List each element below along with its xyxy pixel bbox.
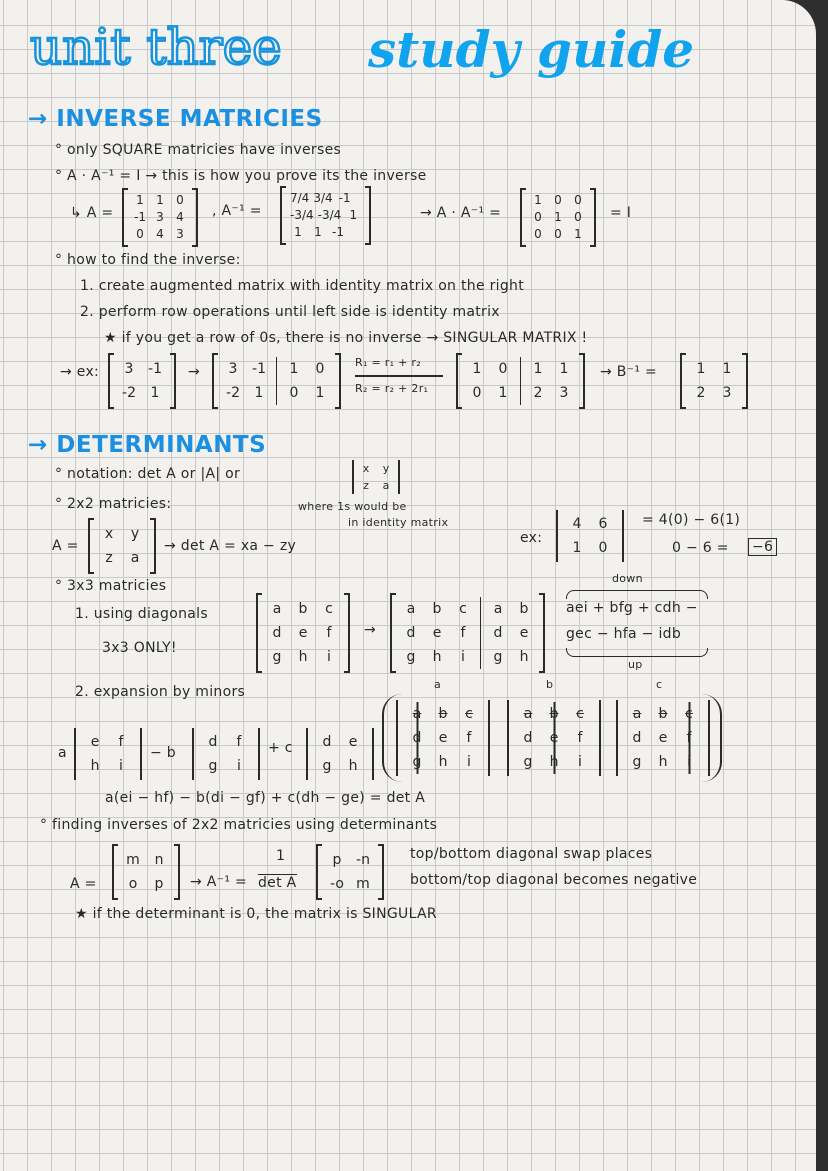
matrix-cell: 0 xyxy=(136,227,144,241)
example-a-label: ↳ A = xyxy=(70,205,114,221)
matrix-cell: d xyxy=(523,730,533,746)
matrix-cell: c xyxy=(459,601,467,617)
matrix-cell: 1 xyxy=(136,193,144,207)
matrix-row xyxy=(120,872,172,896)
matrix-cell: f xyxy=(326,625,332,641)
matrix-cell: 3 xyxy=(228,361,238,377)
example-label: → ex: xyxy=(60,364,100,380)
matrix-cell: c xyxy=(325,601,333,617)
matrix-cell: d xyxy=(272,625,282,641)
matrix-row xyxy=(624,750,702,774)
matrix-cell: 1 xyxy=(498,385,508,401)
det-example-result: −6 xyxy=(748,538,777,556)
matrix-cell: c xyxy=(676,702,702,726)
matrix-row xyxy=(515,750,593,774)
matrix-xyza xyxy=(88,520,156,572)
row-op-arrow xyxy=(355,375,443,377)
matrix-cell: 1 xyxy=(696,361,706,377)
matrix-cell: d xyxy=(404,726,430,750)
row-op-2: R₂ = r₂ + 2r₁ xyxy=(355,382,429,395)
matrix-cell: i xyxy=(676,750,702,774)
matrix-cell: 1 xyxy=(559,361,569,377)
matrix-cell: z xyxy=(105,550,113,566)
minor-label-c: c xyxy=(656,678,663,691)
matrix-cell: -1 xyxy=(332,225,344,239)
matrix-cell: 3/4 xyxy=(313,191,333,205)
matrix-row xyxy=(314,730,366,754)
matrix-cell: h xyxy=(541,750,567,774)
det-example-label: ex: xyxy=(520,530,543,546)
matrix-cell: e xyxy=(519,625,529,641)
matrix-cell: f xyxy=(460,625,466,641)
matrix-b-inverse xyxy=(680,355,748,407)
augmented-matrix-2 xyxy=(456,355,585,407)
title-study-guide: study guide xyxy=(368,20,695,79)
matrix-cell: 1 xyxy=(156,193,164,207)
matrix-cell: a xyxy=(130,550,140,566)
matrix-row xyxy=(200,754,252,778)
product-label: → A · A⁻¹ = xyxy=(420,205,502,221)
matrix-cell: a xyxy=(272,601,282,617)
matrix-cell: m xyxy=(356,876,370,892)
matrix-row xyxy=(264,645,342,669)
singular-determinant-note: ★ if the determinant is 0, the matrix is SINGULAR xyxy=(75,906,437,922)
matrix-cell: d xyxy=(632,730,642,746)
minors-step: 2. expansion by minors xyxy=(75,684,246,700)
expansion-formula: a(ei − hf) − b(di − gf) + c(dh − ge) = det A xyxy=(105,790,426,806)
matrix-row xyxy=(220,381,333,405)
matrix-cell: 1 xyxy=(534,193,542,207)
matrix-cell: 1 xyxy=(572,540,582,556)
matrix-cell: 3 xyxy=(156,210,164,224)
matrix-row xyxy=(404,750,482,774)
heading-inverse-matrices: → INVERSE MATRICIES xyxy=(28,106,323,132)
matrix-cell: y xyxy=(130,526,140,542)
inv-formula: → A⁻¹ = xyxy=(190,874,248,890)
matrix-row xyxy=(564,512,616,536)
matrix-cell: p xyxy=(332,852,342,868)
heading-determinants: → DETERMINANTS xyxy=(28,432,267,458)
matrix-mnop xyxy=(112,846,180,898)
matrix-row xyxy=(324,872,376,896)
matrix-cell: -2 xyxy=(226,385,240,401)
title-unit-three: unit three xyxy=(30,18,282,76)
matrix-row xyxy=(116,357,168,381)
matrix-cell: i xyxy=(461,649,465,665)
rule-negative: bottom/top diagonal becomes negative xyxy=(410,872,698,888)
matrix-cell: i xyxy=(327,649,331,665)
matrix-cell: b xyxy=(298,601,308,617)
up-terms: gec − hfa − idb xyxy=(566,626,682,642)
fraction-denominator: det A xyxy=(258,875,297,891)
matrix-cell: 0 xyxy=(315,361,325,377)
three-only-note: 3x3 ONLY! xyxy=(102,640,177,656)
matrix-cell: g xyxy=(406,649,416,665)
matrix-cell: -3/4 xyxy=(317,208,342,222)
matrix-row xyxy=(200,730,252,754)
rule-swap: top/bottom diagonal swap places xyxy=(410,846,653,862)
matrix-row xyxy=(82,730,134,754)
matrix-cell: e xyxy=(541,726,567,750)
matrix-cell: 7/4 xyxy=(290,191,310,205)
matrix-cell: f xyxy=(466,730,472,746)
row-op-1: R₁ = r₁ + r₂ xyxy=(355,356,421,369)
matrix-cell: o xyxy=(128,876,138,892)
matrix-cell: 0 xyxy=(574,193,582,207)
inv-a-label: A = xyxy=(70,876,97,892)
matrix-cell: d xyxy=(208,734,218,750)
matrix-cell: e xyxy=(658,730,668,746)
matrix-cell: 1 xyxy=(554,210,562,224)
op-plus-c: + c xyxy=(268,740,293,756)
matrix-cell: -n xyxy=(356,852,370,868)
matrix-row xyxy=(288,224,363,241)
matrix-row xyxy=(688,381,740,405)
matrix-row xyxy=(264,621,342,645)
matrix-row xyxy=(356,477,396,494)
augmented-matrix-1 xyxy=(212,355,341,407)
matrix-row xyxy=(116,381,168,405)
singular-note: ★ if you get a row of 0s, there is no inverse → SINGULAR MATRIX ! xyxy=(104,330,588,346)
matrix-cell: m xyxy=(126,852,140,868)
matrix-cell: g xyxy=(523,754,533,770)
minor-label-b: b xyxy=(546,678,554,691)
matrix-cell: h xyxy=(438,754,448,770)
matrix-cell: -1 xyxy=(134,210,146,224)
matrix-cell: 1 xyxy=(472,361,482,377)
notation-det-matrix xyxy=(352,460,400,494)
inverse-by-det-bullet: ° finding inverses of 2x2 matricies using determinants xyxy=(40,817,438,833)
matrix-cell: h xyxy=(519,649,529,665)
matrix-row xyxy=(356,460,396,477)
diagonals-step: 1. using diagonals xyxy=(75,606,208,622)
step-2: 2. perform row operations until left side is identity matrix xyxy=(80,304,500,320)
matrix-cell: g xyxy=(208,758,218,774)
matrix-cell: g xyxy=(404,750,430,774)
matrix-cell: a xyxy=(382,479,390,492)
matrix-cell: e xyxy=(90,734,100,750)
matrix-row xyxy=(688,357,740,381)
matrix-cell: 0 xyxy=(498,361,508,377)
matrix-row xyxy=(528,209,588,226)
matrix-cell: n xyxy=(154,852,164,868)
matrix-cell: 0 xyxy=(574,210,582,224)
matrix-row xyxy=(404,726,482,750)
a-label: A = xyxy=(52,538,79,554)
matrix-cell: a xyxy=(404,702,430,726)
matrix-cell: h xyxy=(658,754,668,770)
a-inverse-label: , A⁻¹ = xyxy=(212,203,262,219)
extended-matrix xyxy=(390,595,545,671)
matrix-row xyxy=(288,190,363,207)
matrix-cell: 3 xyxy=(124,361,134,377)
matrix-cell: b xyxy=(658,706,668,722)
matrix-cell: 1 xyxy=(150,385,160,401)
matrix-cell: b xyxy=(432,601,442,617)
matrix-row xyxy=(220,357,333,381)
matrix-cell: 1 xyxy=(315,385,325,401)
bullet-how-to-find: ° how to find the inverse: xyxy=(55,252,241,268)
struck-matrix-a xyxy=(396,700,490,776)
matrix-cell: b xyxy=(438,706,448,722)
matrix-cell: g xyxy=(272,649,282,665)
matrix-row xyxy=(288,207,363,224)
minor-a xyxy=(74,728,142,780)
matrix-cell: g xyxy=(322,758,332,774)
minor-label-a: a xyxy=(434,678,442,691)
matrix-cell: 4 xyxy=(156,227,164,241)
equals-identity: = I xyxy=(610,205,632,221)
arrow: → xyxy=(188,364,201,380)
down-brace xyxy=(566,590,708,599)
matrix-cell: 3 xyxy=(559,385,569,401)
matrix-cell: 0 xyxy=(534,227,542,241)
matrix-cell: 1 xyxy=(254,385,264,401)
matrix-row xyxy=(96,522,148,546)
matrix-cell: e xyxy=(432,625,442,641)
matrix-cell: -1 xyxy=(252,361,266,377)
matrix-cell: i xyxy=(578,754,582,770)
matrix-row xyxy=(564,536,616,560)
matrix-cell: -o xyxy=(330,876,344,892)
b-inverse-label: → B⁻¹ = xyxy=(600,364,658,380)
matrix-row xyxy=(528,226,588,243)
bullet-prove-inverse: ° A · A⁻¹ = I → this is how you prove its the inverse xyxy=(55,168,427,184)
matrix-cell: i xyxy=(467,754,471,770)
coef-a: a xyxy=(58,745,67,761)
matrix-row xyxy=(464,381,577,405)
struck-matrix-c xyxy=(616,700,710,776)
matrix-row xyxy=(398,597,537,621)
matrix-row xyxy=(96,546,148,570)
matrix-cell: a xyxy=(632,706,642,722)
arrow-diagonals: → xyxy=(364,622,377,638)
matrix-cell: 3 xyxy=(176,227,184,241)
matrix-cell: 0 xyxy=(176,193,184,207)
matrix-cell: b xyxy=(519,601,529,617)
bullet-square-only: ° only SQUARE matricies have inverses xyxy=(55,142,342,158)
matrix-cell: e xyxy=(438,730,448,746)
matrix-cell: f xyxy=(676,726,702,750)
matrix-cell: 1 xyxy=(574,227,582,241)
matrix-cell: 0 xyxy=(598,540,608,556)
matrix-cell: 2 xyxy=(696,385,706,401)
matrix-cell: 1 xyxy=(520,357,551,381)
matrix-cell: g xyxy=(480,645,511,669)
matrix-row xyxy=(130,209,190,226)
matrix-cell: d xyxy=(322,734,332,750)
matrix-row xyxy=(624,702,702,726)
matrix-cell: 4 xyxy=(572,516,582,532)
matrix-cell: a xyxy=(406,601,416,617)
det-example-calc: = 4(0) − 6(1) xyxy=(642,512,741,528)
matrix-row xyxy=(398,645,537,669)
matrix-cell: 0 xyxy=(276,381,307,405)
matrix-cell: 0 xyxy=(472,385,482,401)
fraction-numerator: 1 xyxy=(276,848,286,864)
matrix-a xyxy=(122,190,198,245)
notation-line: ° notation: det A or |A| or xyxy=(55,466,241,482)
matrix-cell: y xyxy=(382,462,390,475)
matrix-abc xyxy=(256,595,350,671)
det-formula: → det A = xa − zy xyxy=(164,538,297,554)
matrix-cell: b xyxy=(541,702,567,726)
struck-matrix-b xyxy=(507,700,601,776)
matrix-row xyxy=(464,357,577,381)
det-example-matrix xyxy=(556,510,624,562)
three-by-three-label: ° 3x3 matricies xyxy=(55,578,167,594)
matrix-cell: f xyxy=(236,734,242,750)
matrix-cell: h xyxy=(90,758,100,774)
matrix-cell: c xyxy=(576,706,584,722)
matrix-cell: -3/4 xyxy=(290,208,314,222)
matrix-cell: d xyxy=(406,625,416,641)
matrix-row xyxy=(120,848,172,872)
matrix-cell: 3 xyxy=(722,385,732,401)
matrix-cell: e xyxy=(298,625,308,641)
matrix-cell: 0 xyxy=(554,227,562,241)
matrix-cell: e xyxy=(348,734,358,750)
matrix-cell: -1 xyxy=(148,361,162,377)
matrix-cell: c xyxy=(465,706,473,722)
up-label: up xyxy=(628,658,643,671)
matrix-cell: p xyxy=(154,876,164,892)
matrix-cell: h xyxy=(348,758,358,774)
matrix-cell: a xyxy=(480,597,511,621)
matrix-row xyxy=(624,726,702,750)
op-minus-b: − b xyxy=(150,745,176,761)
matrix-cell: 1 xyxy=(314,225,322,239)
matrix-cell: -1 xyxy=(338,191,351,205)
matrix-cell: x xyxy=(362,462,370,475)
down-terms: aei + bfg + cdh − xyxy=(566,600,698,616)
annotation-identity: in identity matrix xyxy=(348,516,449,529)
minor-c xyxy=(306,728,374,780)
matrix-row xyxy=(324,848,376,872)
matrix-row xyxy=(130,192,190,209)
matrix-cell: h xyxy=(298,649,308,665)
matrix-cell: z xyxy=(363,479,369,492)
matrix-cell: -2 xyxy=(122,385,136,401)
matrix-cell: f xyxy=(118,734,124,750)
matrix-cell: x xyxy=(104,526,114,542)
matrix-cell: 0 xyxy=(554,193,562,207)
minor-b xyxy=(192,728,260,780)
matrix-cell: 1 xyxy=(722,361,732,377)
matrix-row xyxy=(404,702,482,726)
matrix-row xyxy=(515,726,593,750)
matrix-cell: 1 xyxy=(349,208,358,222)
matrix-cell: d xyxy=(480,621,511,645)
matrix-row xyxy=(528,192,588,209)
matrix-row xyxy=(314,754,366,778)
matrix-cell: 6 xyxy=(598,516,608,532)
matrix-cell: i xyxy=(237,758,241,774)
matrix-cell: 0 xyxy=(534,210,542,224)
matrix-row xyxy=(515,702,593,726)
matrix-row xyxy=(82,754,134,778)
up-brace xyxy=(566,648,708,657)
down-label: down xyxy=(612,572,643,585)
step-1: 1. create augmented matrix with identity matrix on the right xyxy=(80,278,525,294)
matrix-adjugate xyxy=(316,846,384,898)
example-matrix-b xyxy=(108,355,176,407)
matrix-cell: 4 xyxy=(176,210,184,224)
matrix-cell: i xyxy=(119,758,123,774)
identity-matrix xyxy=(520,190,596,245)
det-example-calc2: 0 − 6 = xyxy=(672,540,729,556)
matrix-row xyxy=(264,597,342,621)
matrix-row xyxy=(398,621,537,645)
matrix-cell: f xyxy=(577,730,583,746)
matrix-a-inverse xyxy=(280,188,371,243)
two-by-two-label: ° 2x2 matricies: xyxy=(55,496,172,512)
matrix-cell: h xyxy=(432,649,442,665)
matrix-cell: a xyxy=(523,706,533,722)
annotation-where-ones: where 1s would be xyxy=(298,500,407,513)
matrix-cell: 1 xyxy=(294,225,302,239)
matrix-cell: 1 xyxy=(276,357,307,381)
matrix-row xyxy=(130,226,190,243)
matrix-cell: g xyxy=(632,754,642,770)
matrix-cell: 2 xyxy=(520,381,551,405)
